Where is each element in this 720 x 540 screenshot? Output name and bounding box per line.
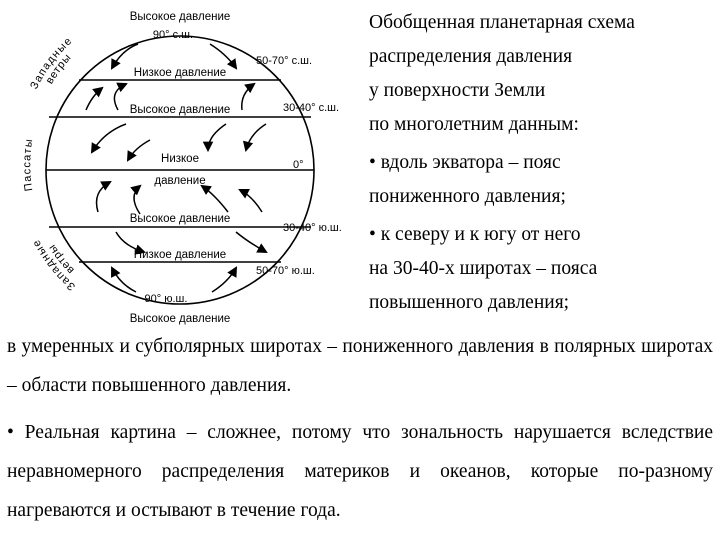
westerlies-north-label-2: ветры [43,51,74,87]
wind-arrow [212,268,236,292]
zone-north-subpolar-low: Низкое давление [133,67,227,79]
paragraph-real-picture: • Реальная картина – сложнее, потому что зональность нарушается вследствие неравномерного распределения материков и океанов, которые по-разному нагреваются и остывают в течение года. [7,422,713,521]
lat-label-s90: 90° ю.ш. [144,293,188,305]
wind-arrow [134,186,140,214]
title-line: у поверхности Земли [369,80,546,101]
westerlies-south-label-2: ветры [46,242,77,277]
lat-label-n5070: 50-70° с.ш. [256,55,313,67]
diagram-description [369,6,714,320]
westerlies-north-label: Западные [28,35,75,92]
bullet-subtropics-line: повышенного давления; [369,292,570,313]
bullet-equator-line: • вдоль экватора – пояс [369,152,561,173]
wind-arrow [210,44,236,68]
wind-arrow [208,124,226,150]
bullet-equator-line: пониженного давления; [369,186,566,207]
trade-winds-label: Пассаты [21,138,36,192]
lat-label-s3040: 30-40° ю.ш. [283,222,342,234]
paragraph-temperate: в умеренных и субполярных широтах – пониженного давления в полярных широтах – области повышенного давления. [7,336,713,396]
lat-label-s5070: 50-70° ю.ш. [256,265,315,277]
wind-arrow [236,232,266,252]
wind-arrow [92,124,126,152]
pressure-belts-diagram [0,0,360,330]
bullet-subtropics-line: на 30-40-х широтах – пояса [369,258,598,279]
lat-label-n3040: 30-40° с.ш. [283,102,340,114]
lat-label-equator: 0° [293,159,304,171]
title-line: распределения давления [369,46,573,67]
westerlies-south-label: Западные [30,237,78,293]
bullet-subtropics-line: • к северу и к югу от него [369,224,581,245]
title-line: по многолетним данным: [369,114,579,135]
zone-equatorial-low-line1: Низкое [161,153,199,165]
zone-north-polar-high: Высокое давление [129,11,231,23]
wind-arrow [202,186,228,212]
wind-arrow [128,140,150,160]
wind-arrow [86,88,102,110]
wind-arrow [242,84,254,110]
wind-arrow [97,182,111,212]
wind-arrow [114,84,126,110]
zone-north-subtropical-high: Высокое давление [129,104,231,116]
zone-south-subtropical-high: Высокое давление [129,213,231,225]
body-text [7,327,713,530]
wind-arrow [246,124,266,150]
zone-south-subpolar-low: Низкое давление [133,249,227,261]
lat-label-n90: 90° с.ш. [152,29,194,41]
wind-arrow [240,190,262,212]
title-line: Обобщенная планетарная схема [369,12,635,33]
zone-equatorial-low-line2: давление [154,175,206,187]
zone-south-polar-high: Высокое давление [129,313,231,325]
